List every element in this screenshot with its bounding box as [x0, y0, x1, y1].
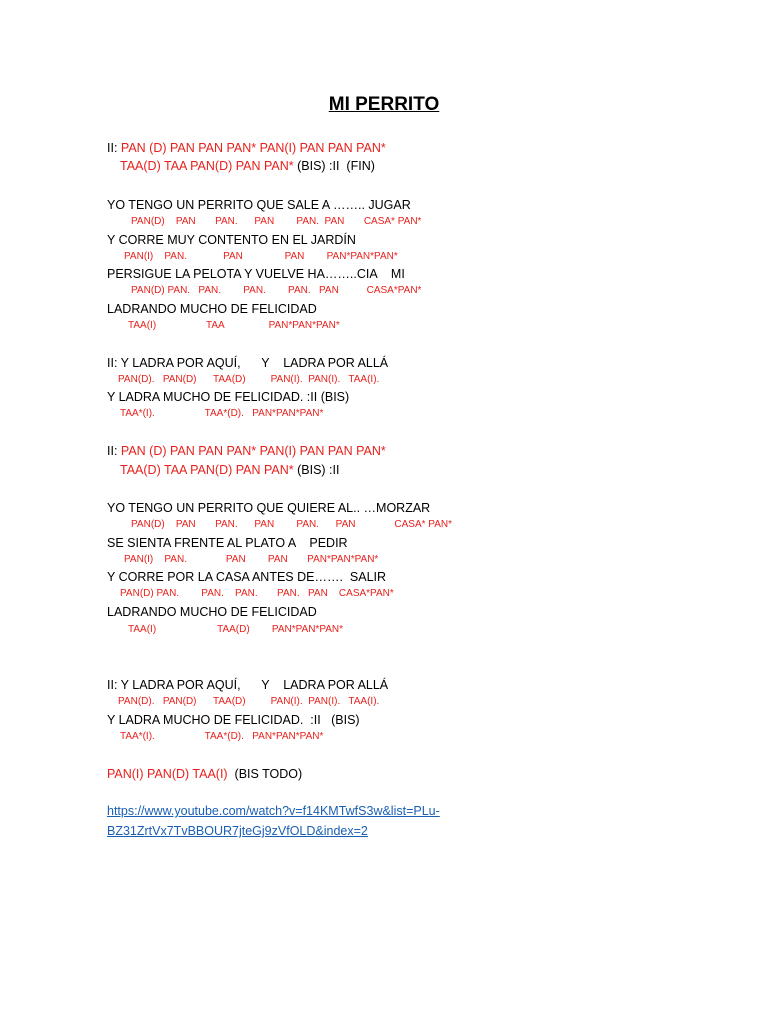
rhythm-text: TAA(D) TAA PAN(D) PAN PAN*	[120, 159, 294, 173]
chord-line: PAN(I) PAN. PAN PAN PAN*PAN*PAN*	[124, 251, 398, 262]
chord-line: TAA(I) TAA(D) PAN*PAN*PAN*	[128, 624, 344, 635]
chord-line: PAN(D) PAN PAN. PAN PAN. PAN CASA* PAN*	[131, 519, 452, 530]
chord-line: PAN(D). PAN(D) TAA(D) PAN(I). PAN(I). TAA(I).	[118, 374, 380, 385]
chord-line: PAN(D) PAN PAN. PAN PAN. PAN CASA* PAN*	[131, 216, 422, 227]
lyric-line: SE SIENTA FRENTE AL PLATO A PEDIR	[107, 536, 348, 550]
rhythm-text: TAA(D) TAA PAN(D) PAN PAN*	[120, 463, 294, 477]
repeat-marker: II:	[107, 141, 121, 155]
lyric-line: II: Y LADRA POR AQUÍ, Y LADRA POR ALLÁ	[107, 356, 389, 370]
repeat-note: (BIS) :II (FIN)	[293, 159, 375, 173]
youtube-link-line2[interactable]: BZ31ZrtVx7TvBBOUR7jteGj9zVfOLD&index=2	[107, 824, 368, 838]
lyric-line: YO TENGO UN PERRITO QUE QUIERE AL.. …MORZAR	[107, 501, 431, 515]
chord-line: PAN(D) PAN. PAN. PAN. PAN. PAN CASA*PAN*	[131, 285, 422, 296]
lyric-line: LADRANDO MUCHO DE FELICIDAD	[107, 605, 317, 619]
repeat-note: (BIS) :II	[293, 463, 340, 477]
chorus-line-a	[107, 444, 386, 458]
lyric-line: Y LADRA MUCHO DE FELICIDAD. :II (BIS)	[107, 713, 360, 727]
rhythm-text: PAN(I) PAN(D) TAA(I)	[107, 767, 228, 781]
chord-line: PAN(I) PAN. PAN PAN PAN*PAN*PAN*	[124, 554, 379, 565]
lyric-line: Y CORRE POR LA CASA ANTES DE……. SALIR	[107, 570, 387, 584]
lyric-line: II: Y LADRA POR AQUÍ, Y LADRA POR ALLÁ	[107, 678, 389, 692]
lyric-line: Y LADRA MUCHO DE FELICIDAD. :II (BIS)	[107, 390, 350, 404]
chorus-line-b	[120, 463, 339, 477]
rhythm-text: PAN (D) PAN PAN PAN* PAN(I) PAN PAN PAN*	[120, 444, 386, 458]
chord-line: TAA*(I). TAA*(D). PAN*PAN*PAN*	[120, 408, 324, 419]
chord-line: PAN(D). PAN(D) TAA(D) PAN(I). PAN(I). TAA(I).	[118, 696, 380, 707]
youtube-link-line1[interactable]: https://www.youtube.com/watch?v=f14KMTwfS3w&list=PLu-	[107, 804, 440, 818]
rhythm-text: PAN (D) PAN PAN PAN* PAN(I) PAN PAN PAN*	[120, 141, 386, 155]
repeat-marker: II:	[107, 444, 121, 458]
chord-line: PAN(D) PAN. PAN. PAN. PAN. PAN CASA*PAN*	[120, 588, 394, 599]
lyric-line: YO TENGO UN PERRITO QUE SALE A …….. JUGAR	[107, 198, 411, 212]
chorus-line-b	[120, 159, 375, 173]
lyric-line: LADRANDO MUCHO DE FELICIDAD	[107, 302, 317, 316]
chord-line: TAA(I) TAA PAN*PAN*PAN*	[128, 320, 340, 331]
repeat-note: (BIS TODO)	[227, 767, 303, 781]
lyric-line: PERSIGUE LA PELOTA Y VUELVE HA……..CIA MI	[107, 267, 405, 281]
song-title: MI PERRITO	[328, 94, 440, 115]
lyric-line: Y CORRE MUY CONTENTO EN EL JARDÍN	[107, 233, 356, 247]
chord-line: TAA*(I). TAA*(D). PAN*PAN*PAN*	[120, 731, 324, 742]
final-line	[107, 767, 302, 781]
chorus-line-a	[107, 141, 386, 155]
